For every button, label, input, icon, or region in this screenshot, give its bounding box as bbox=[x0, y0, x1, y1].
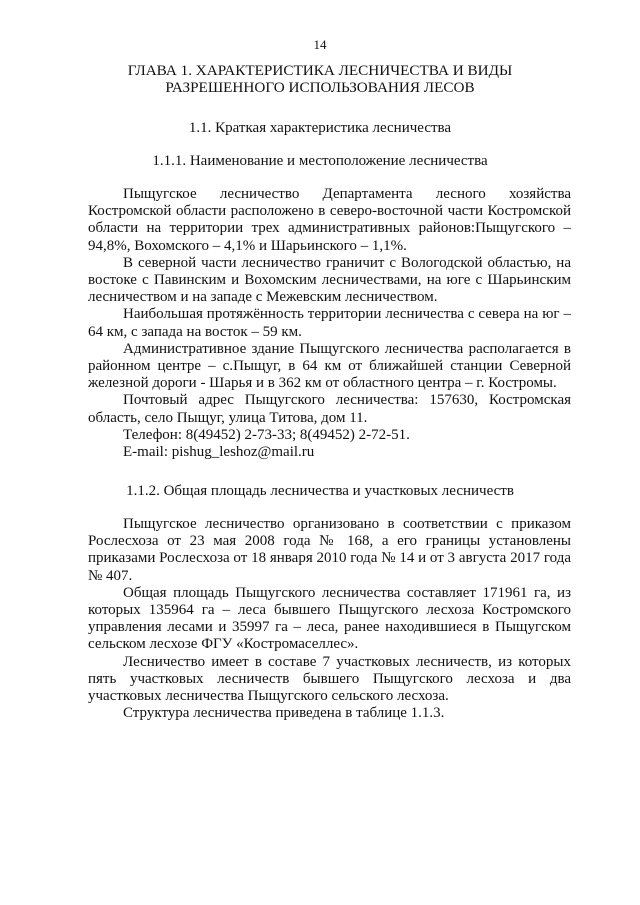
chapter-title-line-1: ГЛАВА 1. ХАРАКТЕРИСТИКА ЛЕСНИЧЕСТВА И ВИДЫ bbox=[127, 62, 513, 79]
paragraph: Структура лесничества приведена в таблице 1.1.3. bbox=[123, 705, 445, 722]
chapter-title-line-2: РАЗРЕШЕННОГО ИСПОЛЬЗОВАНИЯ ЛЕСОВ bbox=[165, 79, 475, 96]
paragraph: Почтовый адрес Пыщугского лесничества: 157630, Костромская область, село Пыщуг, улица Титова, дом 11. bbox=[88, 392, 571, 426]
paragraph: Пыщугское лесничество Департамента лесного хозяйства Костромской области расположено в северо-восточной части Костромской области на территории трех административных районов:Пыщугского – 94,8%, Вохомского – 4,1% и Шарьинского – 1,1%. bbox=[88, 186, 571, 254]
paragraph: В северной части лесничество граничит с Вологодской областью, на востоке с Павинским и Вохомским лесничествами, на юге с Шарьинским лесничеством и на западе с Межевским лесничеством. bbox=[88, 254, 571, 306]
page-number: 14 bbox=[313, 37, 327, 52]
subsection-body-location bbox=[88, 186, 571, 461]
paragraph: Административное здание Пыщугского лесничества располагается в районном центре – с.Пыщуг, в 64 км от ближайшей станции Северной железной дороги - Шарья и в 362 км от областного центра – г. Костромы. bbox=[88, 340, 571, 392]
chapter-title bbox=[60, 62, 580, 96]
subsection-title-location: 1.1.1. Наименование и местоположение лесничества bbox=[152, 153, 488, 169]
section-title: 1.1. Краткая характеристика лесничества bbox=[188, 120, 452, 136]
phone-line: Телефон: 8(49452) 2-73-33; 8(49452) 2-72-51. bbox=[123, 426, 410, 443]
paragraph: Пыщугское лесничество организовано в соответствии с приказом Рослесхоза от 23 мая 2008 года № 168, а его границы установлены приказами Рослесхоза от 18 января 2010 года № 14 и от 3 августа 2017 года № 407. bbox=[88, 516, 571, 584]
email-line: E-mail: pishug_leshoz@mail.ru bbox=[123, 444, 315, 461]
subsection-body-area bbox=[88, 516, 571, 722]
subsection-title-area: 1.1.2. Общая площадь лесничества и участковых лесничеств bbox=[126, 483, 514, 499]
paragraph: Наибольшая протяжённость территории лесничества с севера на юг – 64 км, с запада на восток – 59 км. bbox=[88, 306, 571, 340]
paragraph: Лесничество имеет в составе 7 участковых лесничеств, из которых пять участковых лесничеств бывшего Пыщугского лесхоза и два участковых лесничества Пыщугского сельского лесхоза. bbox=[88, 653, 571, 705]
paragraph: Общая площадь Пыщугского лесничества составляет 171961 га, из которых 135964 га – леса бывшего Пыщугского лесхоза Костромского управления лесами и 35997 га – леса, ранее находившиеся в Пыщугском сельском лесхозе ФГУ «Костромаселлес». bbox=[88, 584, 571, 653]
